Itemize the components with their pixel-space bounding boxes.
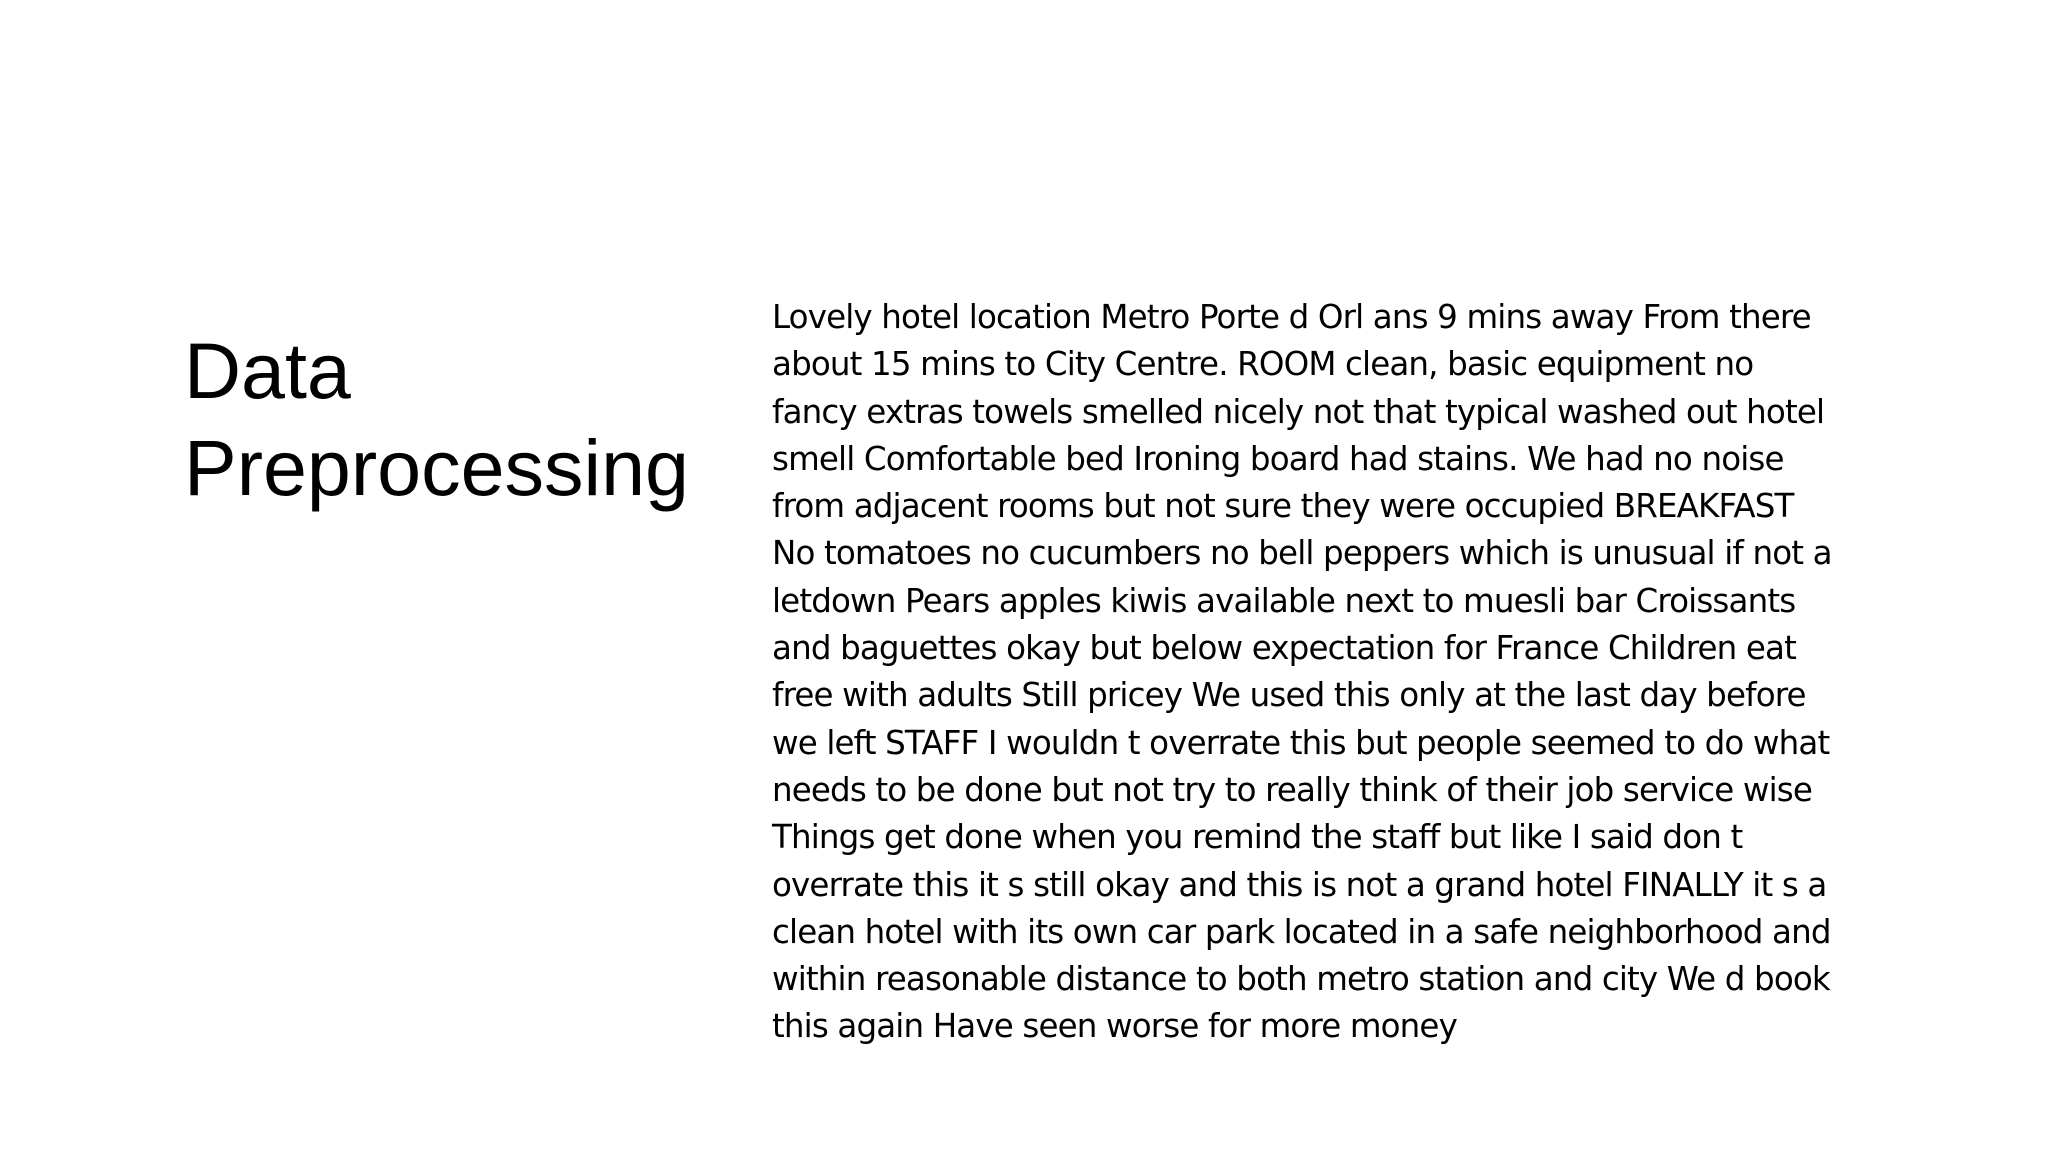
review-text-line: within reasonable distance to both metro station and city We d book	[772, 960, 1830, 999]
review-text-line: we left STAFF I wouldn t overrate this but people seemed to do what	[772, 723, 1830, 762]
review-text-line: about 15 mins to City Centre. ROOM clean, basic equipment no	[772, 345, 1754, 384]
slide-title-line: Data	[184, 326, 351, 415]
review-text-line: and baguettes okay but below expectation for France Children eat	[772, 629, 1796, 668]
review-text-line: overrate this it s still okay and this is not a grand hotel FINALLY it s a	[772, 865, 1827, 904]
review-text-line: Things get done when you remind the staff but like I said don t	[772, 818, 1743, 857]
review-text-line: letdown Pears apples kiwis available next to muesli bar Croissants	[772, 581, 1796, 620]
slide-title	[184, 322, 724, 516]
review-text-line: free with adults Still pricey We used this only at the last day before	[772, 676, 1806, 715]
review-text-line: fancy extras towels smelled nicely not that typical washed out hotel	[772, 392, 1825, 431]
review-text-line: needs to be done but not try to really think of their job service wise	[772, 770, 1812, 809]
review-text-line: from adjacent rooms but not sure they were occupied BREAKFAST	[772, 487, 1794, 526]
review-text-line: smell Comfortable bed Ironing board had stains. We had no noise	[772, 439, 1784, 478]
review-text-line: No tomatoes no cucumbers no bell peppers which is unusual if not a	[772, 534, 1832, 573]
review-text-line: Lovely hotel location Metro Porte d Orl ans 9 mins away From there	[772, 298, 1811, 336]
review-text-line: this again Have seen worse for more money	[772, 1007, 1457, 1046]
review-text-line: clean hotel with its own car park located in a safe neighborhood and	[772, 912, 1831, 951]
review-text	[772, 294, 2008, 1051]
slide-title-line: Preprocessing	[184, 423, 689, 512]
